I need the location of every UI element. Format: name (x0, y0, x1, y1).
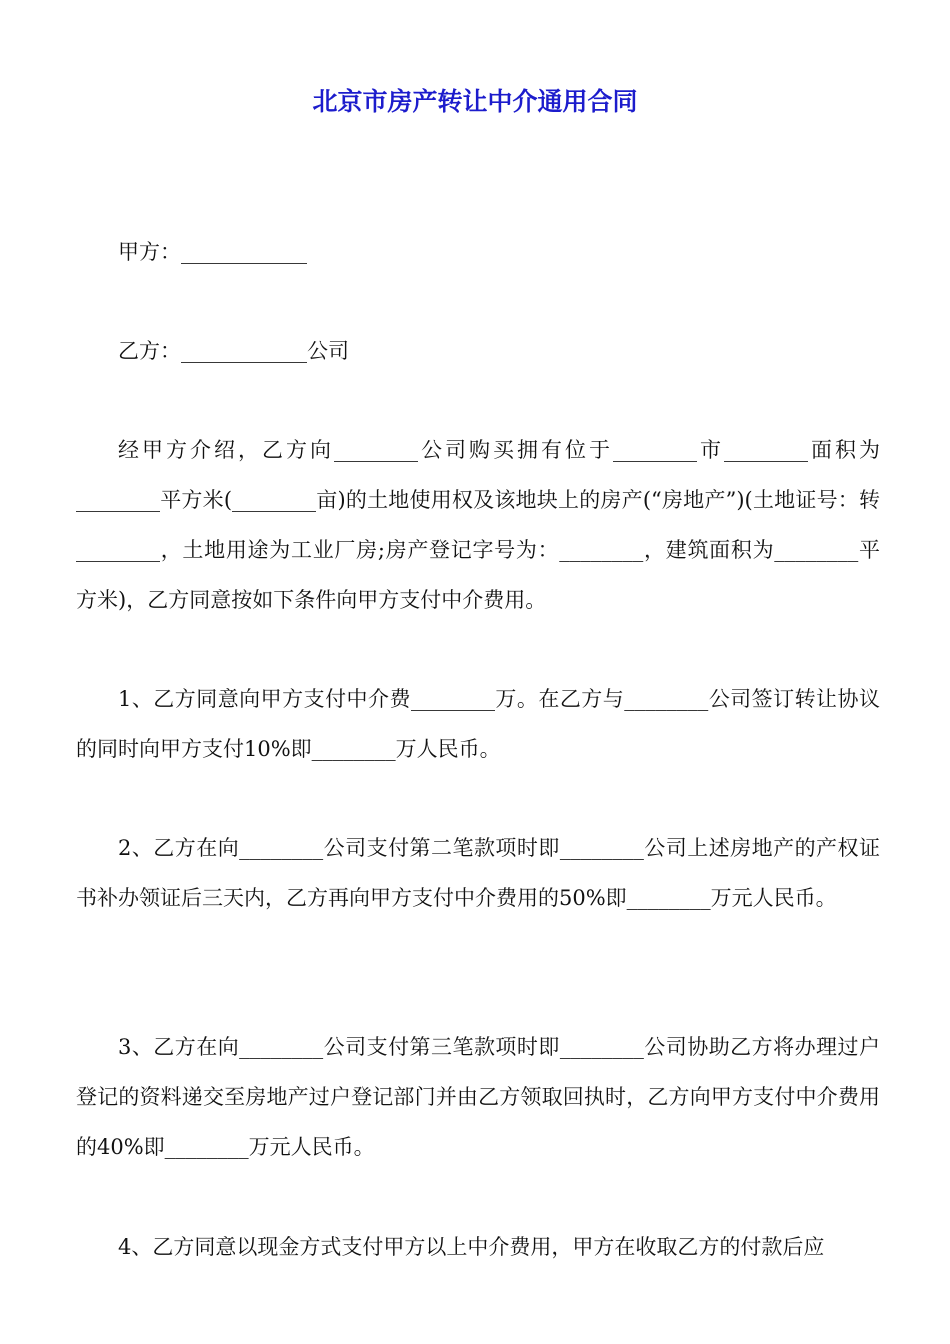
clause-2: 2、乙方在向________公司支付第二笔款项时即________公司上述房地产的产权证书补办领证后三天内，乙方再向甲方支付中介费用的50%即________万元人民币。 (76, 836, 880, 910)
clause-3: 3、乙方在向________公司支付第三笔款项时即________公司协助乙方将办理过户登记的资料递交至房地产过户登记部门并由乙方领取回执时，乙方向甲方支付中介费用的40%即________万元人民币。 (76, 1035, 880, 1159)
intro-paragraph: 经甲方介绍，乙方向________公司购买拥有位于________市________面积为________平方米(________亩)的土地使用权及该地块上的房产(“房地产”)(土地证号：转________，土地用途为工业厂房;房产登记字号为：________，建筑面积为________平方米)，乙方同意按如下条件向甲方支付中介费用。 (76, 438, 880, 612)
clause-1: 1、乙方同意向甲方支付中介费________万。在乙方与________公司签订转让协议的同时向甲方支付10%即________万人民币。 (76, 687, 880, 761)
party-a-line: 甲方：____________ (118, 240, 307, 264)
clause-4: 4、乙方同意以现金方式支付甲方以上中介费用，甲方在收取乙方的付款后应 (118, 1235, 825, 1259)
party-b-line: 乙方：____________公司 (118, 339, 349, 363)
document-title: 北京市房产转让中介通用合同 (312, 87, 638, 116)
